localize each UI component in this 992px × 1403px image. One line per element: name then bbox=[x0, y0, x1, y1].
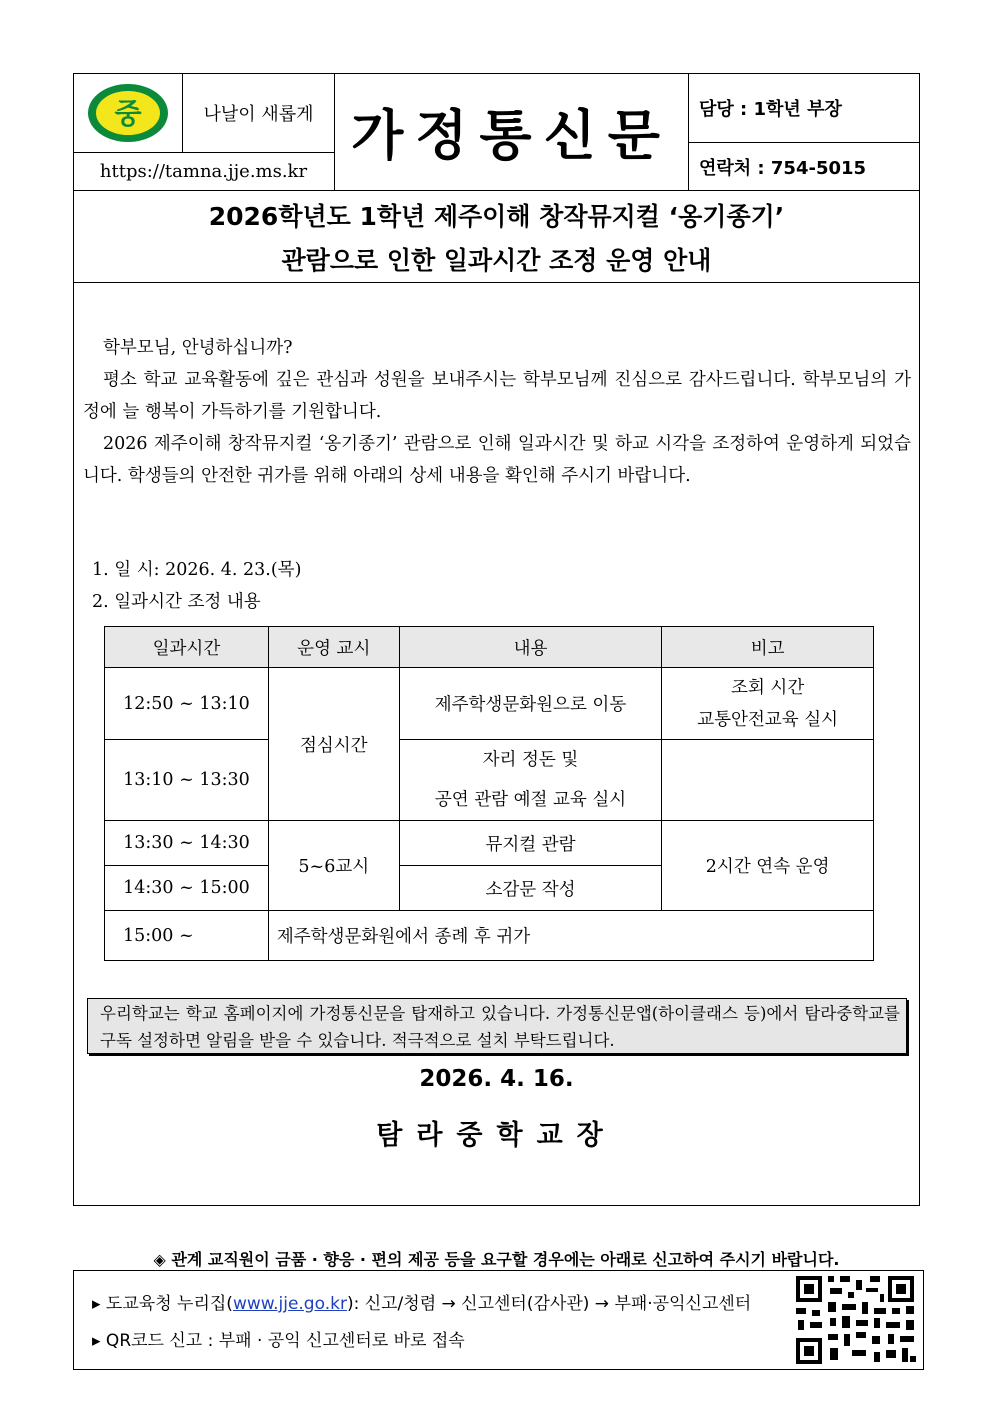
report-link[interactable]: www.jje.go.kr bbox=[232, 1294, 347, 1314]
paragraph-2: 2026 제주이해 창작뮤지컬 ‘옹기종기’ 관람으로 인해 일과시간 및 하교 시각을 조정하여 운영하게 되었습니다. 학생들의 안전한 귀가를 위해 아래의 상세 내용을 확인해 주시기 바랍니다. bbox=[83, 434, 911, 486]
cell-time: 13:30 ~ 14:30 bbox=[105, 821, 269, 866]
principal-signature: 탐라중학교장 bbox=[376, 1120, 617, 1151]
cell-note-2h: 2시간 연속 운영 bbox=[662, 821, 874, 911]
cell-time: 15:00 ~ bbox=[105, 911, 269, 961]
header-period: 운영 교시 bbox=[268, 627, 399, 668]
cell-content: 뮤지컬 관람 bbox=[399, 821, 662, 866]
note-line: 조회 시간 bbox=[731, 677, 805, 698]
cell-note bbox=[662, 668, 874, 740]
subject-line-2: 관람으로 인한 일과시간 조정 운영 안내 bbox=[281, 246, 712, 275]
school-logo-icon bbox=[86, 82, 170, 144]
content-line: 자리 정돈 및 bbox=[482, 750, 579, 770]
cell-time: 12:50 ~ 13:10 bbox=[105, 668, 269, 740]
school-url[interactable]: https://tamna.jje.ms.kr bbox=[73, 153, 335, 191]
app-notice-box: 우리학교는 학교 홈페이지에 가정통신문을 탑재하고 있습니다. 가정통신문앱(하이클래스 등)에서 탐라중학교를 구독 설정하면 알림을 받을 수 있습니다. 적극적으로 설치 부탁드립니다. bbox=[87, 998, 907, 1054]
table-row bbox=[105, 911, 874, 961]
letter-body bbox=[83, 332, 911, 492]
report-line-1-suffix: ): 신고/청렴 → 신고센터(감사관) → 부패·공익신고센터 bbox=[346, 1294, 752, 1314]
cell-note-empty bbox=[662, 740, 874, 821]
item-schedule-heading: 2. 일과시간 조정 내용 bbox=[92, 592, 261, 612]
cell-content: 제주학생문화원에서 종례 후 귀가 bbox=[268, 911, 873, 961]
schedule-table bbox=[104, 626, 874, 961]
report-line-2: ▸ QR코드 신고 : 부패 · 공익 신고센터로 바로 접속 bbox=[92, 1331, 465, 1351]
cell-period-56: 5~6교시 bbox=[268, 821, 399, 911]
item-list bbox=[92, 554, 301, 618]
note-line: 교통안전교육 실시 bbox=[697, 709, 839, 730]
issue-date: 2026. 4. 16. bbox=[419, 1066, 574, 1092]
contact-phone: 연락처 : 754-5015 bbox=[689, 143, 920, 191]
cell-time: 13:10 ~ 13:30 bbox=[105, 740, 269, 821]
header-note: 비고 bbox=[662, 627, 874, 668]
cell-content: 제주학생문화원으로 이동 bbox=[399, 668, 662, 740]
subject-line-1: 2026학년도 1학년 제주이해 창작뮤지컬 ‘옹기종기’ bbox=[208, 202, 785, 231]
table-row bbox=[105, 740, 874, 821]
school-logo-cell bbox=[73, 73, 183, 153]
report-line-1 bbox=[92, 1289, 751, 1314]
cell-time: 14:30 ~ 15:00 bbox=[105, 866, 269, 911]
subject-heading bbox=[73, 191, 920, 283]
item-date: 1. 일 시: 2026. 4. 23.(목) bbox=[92, 560, 302, 580]
contact-person: 담당 : 1학년 부장 bbox=[689, 73, 920, 143]
logo-text: 중 bbox=[113, 96, 142, 130]
greeting: 학부모님, 안녕하십니까? bbox=[103, 338, 293, 358]
table-row bbox=[105, 821, 874, 866]
header-content: 내용 bbox=[399, 627, 662, 668]
cell-period-lunch: 점심시간 bbox=[268, 668, 399, 821]
report-notice: ◈ 관계 교직원이 금품 · 향응 · 편의 제공 등을 요구할 경우에는 아래로 신고하여 주시기 바랍니다. bbox=[153, 1250, 840, 1269]
qr-code-icon[interactable] bbox=[790, 1272, 920, 1368]
content-line: 공연 관람 예절 교육 실시 bbox=[434, 790, 627, 810]
table-header-row bbox=[105, 627, 874, 668]
report-line-1-prefix: ▸ 도교육청 누리집( bbox=[92, 1294, 233, 1314]
header-time: 일과시간 bbox=[105, 627, 269, 668]
paragraph-1: 평소 학교 교육활동에 깊은 관심과 성원을 보내주시는 학부모님께 진심으로 감사드립니다. 학부모님의 가정에 늘 행복이 가득하기를 기원합니다. bbox=[83, 370, 911, 422]
school-motto: 나날이 새롭게 bbox=[183, 73, 335, 153]
table-row bbox=[105, 668, 874, 740]
cell-content: 소감문 작성 bbox=[399, 866, 662, 911]
document-title: 가정통신문 bbox=[335, 73, 689, 191]
cell-content bbox=[399, 740, 662, 821]
